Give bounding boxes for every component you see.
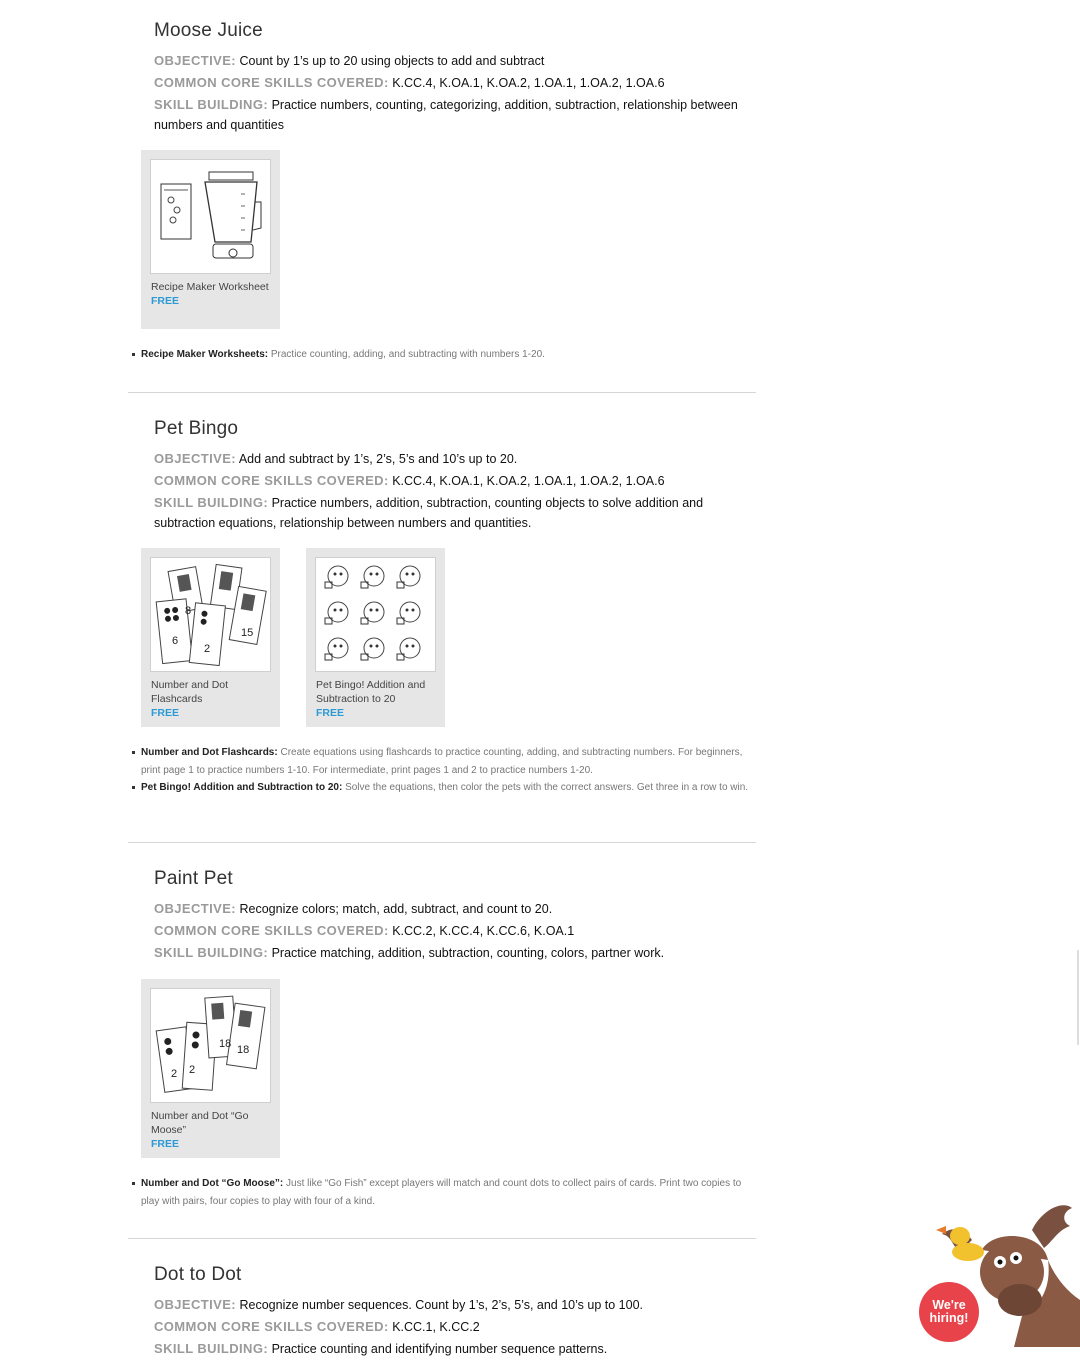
pet-outline	[397, 638, 420, 660]
lesson-moose-juice	[128, 20, 756, 137]
objective-row	[154, 449, 756, 469]
objective-label: OBJECTIVE:	[154, 451, 237, 466]
objective-row	[154, 899, 756, 919]
core-skills-row	[154, 921, 756, 941]
core-skills-text: K.CC.2, K.CC.4, K.CC.6, K.OA.1	[392, 924, 575, 938]
flashcards-icon[interactable]	[150, 557, 271, 672]
go-moose-cards-icon[interactable]	[150, 988, 271, 1103]
skill-building-label: SKILL BUILDING:	[154, 495, 269, 510]
objective-row	[154, 1295, 756, 1315]
flashcard-digit: 8	[185, 605, 192, 617]
note-item	[141, 1175, 756, 1210]
pet-outline	[325, 566, 348, 588]
skill-building-text: Practice numbers, counting, categorizing, addition, subtraction, relationship between numbers and quantities	[154, 98, 738, 132]
objective-label: OBJECTIVE:	[154, 901, 237, 916]
core-skills-row	[154, 471, 756, 491]
blender-worksheet-icon[interactable]	[150, 159, 271, 274]
lesson-cards	[128, 979, 756, 1159]
card-digit: 2	[189, 1064, 196, 1076]
lesson-notes	[128, 744, 756, 797]
pet-outline	[397, 602, 420, 624]
resource-card-number-dot-flashcards[interactable]	[141, 548, 280, 727]
resource-card-price: FREE	[151, 707, 180, 719]
core-skills-text: K.CC.4, K.OA.1, K.OA.2, 1.OA.1, 1.OA.2, 1.OA.6	[392, 474, 665, 488]
hiring-badge[interactable]	[919, 1282, 979, 1342]
resource-card-price: FREE	[151, 295, 180, 307]
lesson-title: Paint Pet	[154, 868, 233, 889]
core-skills-label: COMMON CORE SKILLS COVERED:	[154, 1319, 389, 1334]
lesson-cards	[128, 150, 756, 330]
resource-card-name[interactable]: Recipe Maker Worksheet	[151, 281, 269, 293]
resource-card-pet-bingo[interactable]	[306, 548, 445, 727]
core-skills-label: COMMON CORE SKILLS COVERED:	[154, 473, 389, 488]
objective-row	[154, 51, 756, 71]
skill-building-text: Practice counting and identifying number sequence patterns.	[271, 1342, 608, 1356]
core-skills-label: COMMON CORE SKILLS COVERED:	[154, 75, 389, 90]
divider	[128, 1238, 756, 1239]
lesson-title: Moose Juice	[154, 20, 263, 41]
skill-building-row	[154, 493, 756, 533]
note-text: Solve the equations, then color the pets with the correct answers. Get three in a row to win.	[342, 782, 749, 793]
note-item	[141, 744, 756, 779]
note-text: Create equations using flashcards to practice counting, adding, and subtracting numbers. For beginners, print page 1 to practice numbers 1-10. For intermediate, print pages 1 and 2 to practice numbers 1-20.	[141, 747, 743, 776]
lesson-cards	[128, 548, 756, 728]
flashcard-digit: 6	[172, 635, 179, 647]
hiring-line2: hiring!	[929, 1311, 969, 1325]
divider	[128, 842, 756, 843]
resource-card-price: FREE	[316, 707, 345, 719]
lesson-title: Dot to Dot	[154, 1264, 242, 1285]
resource-card-recipe-maker[interactable]	[141, 150, 280, 329]
lesson-notes	[128, 346, 756, 364]
skill-building-label: SKILL BUILDING:	[154, 1341, 269, 1356]
card-digit: 2	[171, 1068, 178, 1080]
skill-building-row	[154, 943, 756, 963]
lesson-paint-pet	[128, 868, 756, 965]
resource-card-name[interactable]: Number and Dot Flashcards	[151, 679, 229, 705]
resource-card-name[interactable]: Pet Bingo! Addition and Subtraction to 20	[316, 679, 426, 705]
skill-building-text: Practice numbers, addition, subtraction, counting objects to solve addition and subtraction equations, relationship between numbers and quantities.	[154, 496, 704, 530]
card-digit: 18	[237, 1044, 250, 1056]
core-skills-text: K.CC.1, K.CC.2	[392, 1320, 480, 1334]
lesson-pet-bingo	[128, 418, 756, 535]
note-item	[141, 779, 756, 797]
note-title: Pet Bingo! Addition and Subtraction to 20:	[141, 782, 343, 793]
pet-outline	[361, 566, 384, 588]
resource-card-price: FREE	[151, 1138, 180, 1150]
core-skills-text: K.CC.4, K.OA.1, K.OA.2, 1.OA.1, 1.OA.2, 1.OA.6	[392, 76, 665, 90]
core-skills-row	[154, 1317, 756, 1337]
objective-text: Count by 1’s up to 20 using objects to add and subtract	[239, 54, 545, 68]
skill-building-text: Practice matching, addition, subtraction, counting, colors, partner work.	[271, 946, 665, 960]
objective-text: Recognize number sequences. Count by 1’s, 2’s, 5’s, and 10’s up to 100.	[239, 1298, 644, 1312]
note-text: Practice counting, adding, and subtracting with numbers 1-20.	[268, 349, 545, 360]
resource-card-name[interactable]: Number and Dot “Go Moose”	[151, 1110, 249, 1136]
resource-card-go-moose[interactable]	[141, 979, 280, 1158]
note-title: Number and Dot “Go Moose”:	[141, 1178, 284, 1189]
flashcard-digit: 2	[204, 643, 211, 655]
note-title: Number and Dot Flashcards:	[141, 747, 278, 758]
scrollbar[interactable]	[1077, 950, 1079, 1045]
core-skills-row	[154, 73, 756, 93]
skill-building-row	[154, 1339, 756, 1359]
objective-text: Recognize colors; match, add, subtract, and count to 20.	[239, 902, 553, 916]
card-digit: 18	[219, 1038, 232, 1050]
pet-outline	[361, 638, 384, 660]
pet-outline	[325, 638, 348, 660]
flashcard-digit: 15	[241, 627, 254, 639]
pet-outline	[361, 602, 384, 624]
skill-building-label: SKILL BUILDING:	[154, 945, 269, 960]
pet-bingo-grid-icon[interactable]	[315, 557, 436, 672]
lesson-dot-to-dot	[128, 1264, 756, 1361]
pet-outline	[325, 602, 348, 624]
divider	[128, 392, 756, 393]
objective-text: Add and subtract by 1’s, 2’s, 5’s and 10’s up to 20.	[238, 452, 518, 466]
objective-label: OBJECTIVE:	[154, 1297, 237, 1312]
hiring-line1: We're	[932, 1298, 966, 1312]
note-text: Just like “Go Fish” except players will match and count dots to collect pairs of cards. Print two copies to play with pairs, four copies to play with four of a kind.	[141, 1178, 742, 1207]
skill-building-label: SKILL BUILDING:	[154, 97, 269, 112]
core-skills-label: COMMON CORE SKILLS COVERED:	[154, 923, 389, 938]
note-title: Recipe Maker Worksheets:	[141, 349, 269, 360]
lesson-notes	[128, 1175, 756, 1210]
note-item	[141, 346, 756, 364]
skill-building-row	[154, 95, 756, 135]
objective-label: OBJECTIVE:	[154, 53, 237, 68]
pet-outline	[397, 566, 420, 588]
lesson-title: Pet Bingo	[154, 418, 239, 439]
